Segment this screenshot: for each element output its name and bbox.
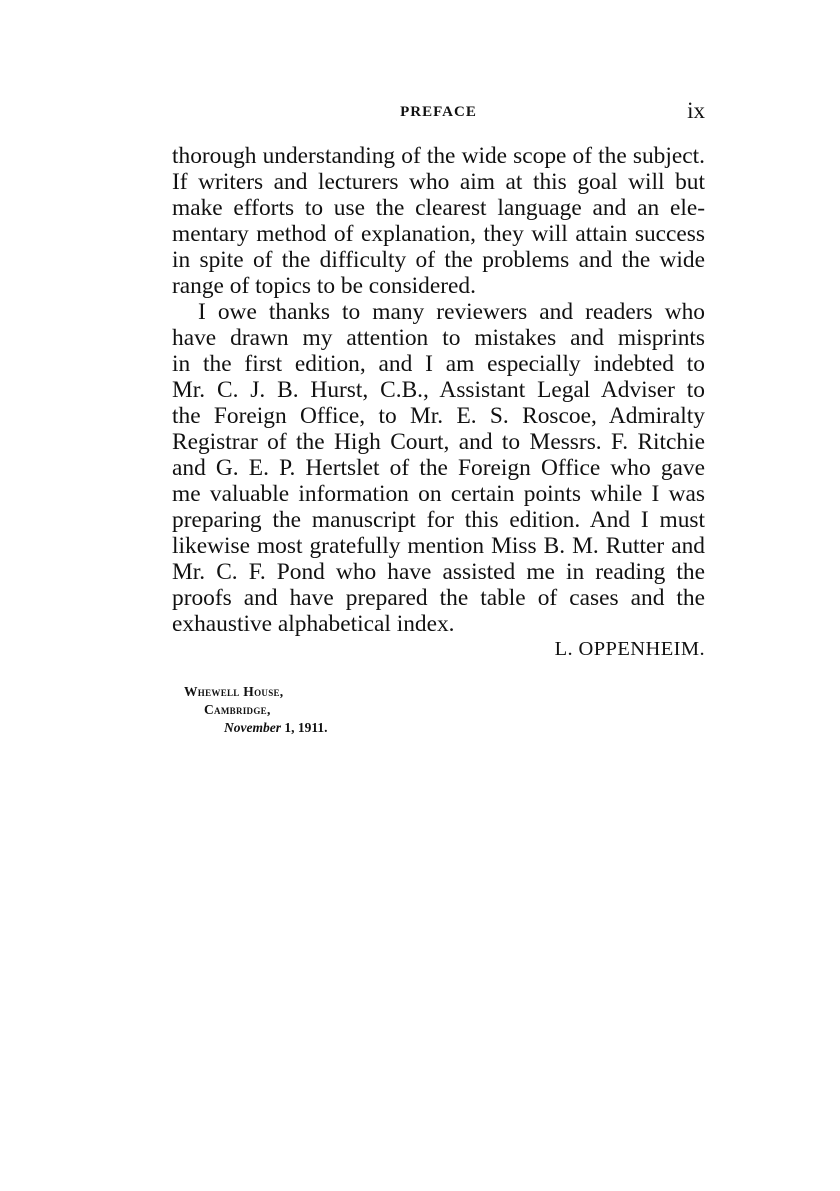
text-line: preparing the manuscript for this edition. And I must (172, 507, 705, 533)
text-line: in spite of the difficulty of the problems and the wide (172, 247, 705, 273)
text-line: and G. E. P. Hertslet of the Foreign Office who gave (172, 455, 705, 481)
text-line: thorough understanding of the wide scope of the subject. (172, 143, 705, 169)
date-month: November (224, 720, 281, 735)
text-line: likewise most gratefully mention Miss B. M. Rutter and (172, 533, 705, 559)
text-line: me valuable information on certain points while I was (172, 481, 705, 507)
preface-body (172, 143, 705, 637)
text-line: Registrar of the High Court, and to Messrs. F. Ritchie (172, 429, 705, 455)
paragraph-first-line: I owe thanks to many reviewers and readers who (198, 299, 705, 325)
text-line: Mr. C. F. Pond who have assisted me in reading the (172, 559, 705, 585)
text-line: the Foreign Office, to Mr. E. S. Roscoe, Admiralty (172, 403, 705, 429)
text-line: make efforts to use the clearest language and an ele- (172, 195, 705, 221)
place-line: Cambridge, (204, 702, 271, 717)
text-line: in the first edition, and I am especially indebted to (172, 351, 705, 377)
place-line: Whewell House, (184, 684, 284, 699)
text-line: Mr. C. J. B. Hurst, C.B., Assistant Legal Adviser to (172, 377, 705, 403)
text-line: range of topics to be considered. (172, 273, 476, 299)
running-header (172, 98, 705, 128)
author-signature: L. OPPENHEIM. (554, 638, 705, 660)
date-line (184, 719, 328, 737)
text-line: exhaustive alphabetical index. (172, 611, 455, 637)
page-number: ix (687, 98, 705, 123)
dateline (184, 683, 328, 737)
text-line: proofs and have prepared the table of cases and the (172, 585, 705, 611)
text-line: If writers and lecturers who aim at this goal will but (172, 169, 705, 195)
running-title: PREFACE (400, 104, 477, 120)
text-line: have drawn my attention to mistakes and misprints (172, 325, 705, 351)
text-line: mentary method of explanation, they will attain success (172, 221, 705, 247)
date-day-year: 1, 1911. (280, 720, 328, 735)
